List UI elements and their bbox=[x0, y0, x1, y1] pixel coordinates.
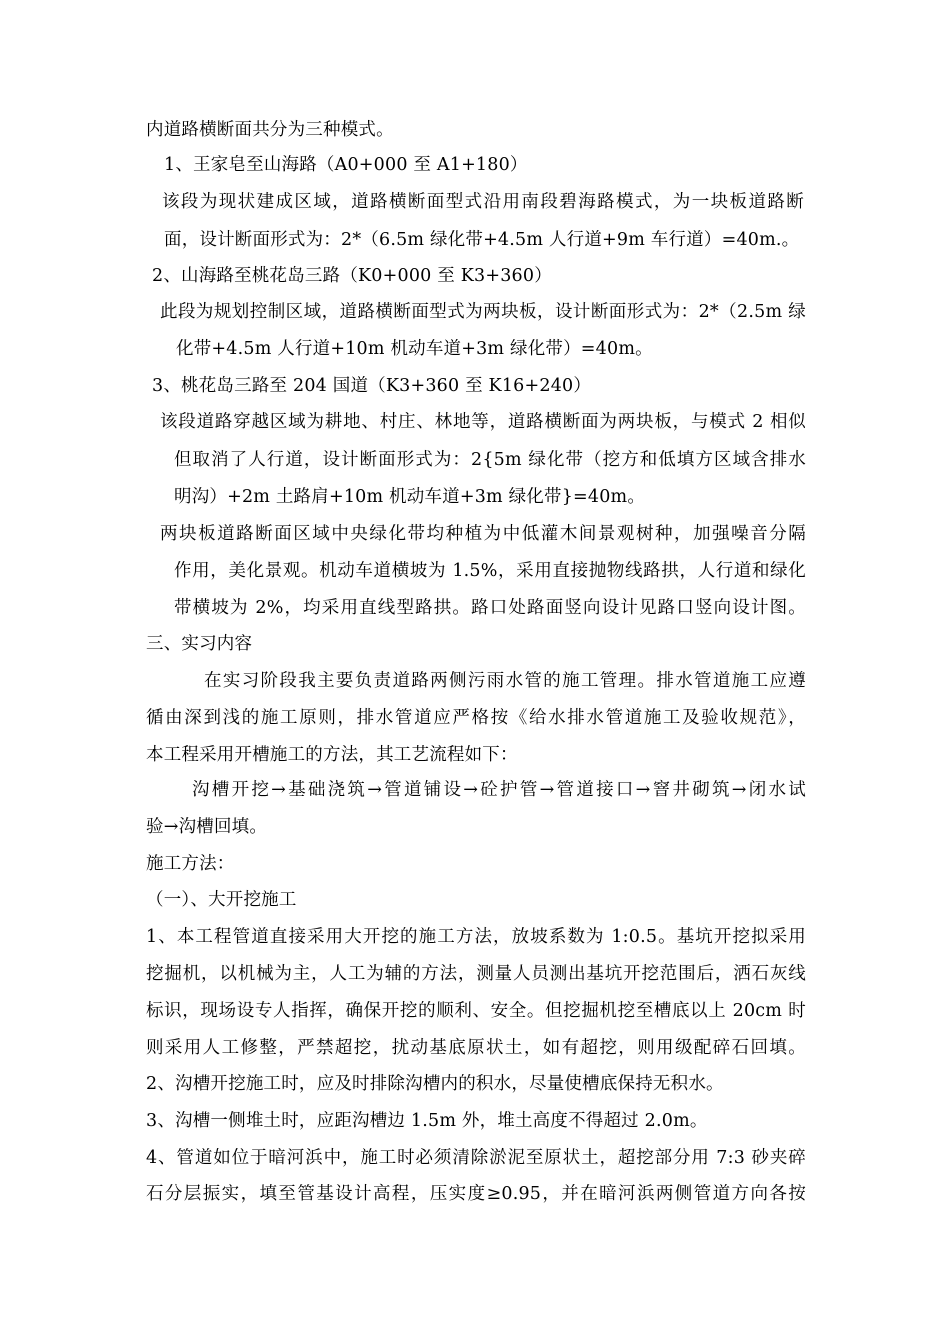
text-line: 内道路横断面共分为三种模式。 bbox=[146, 120, 394, 140]
text-line: 带横坡为 2%，均采用直线型路拱。路口处路面竖向设计见路口竖向设计图。 bbox=[174, 598, 806, 618]
text-line: 1、本工程管道直接采用大开挖的施工方法，放坡系数为 1:0.5。基坑开挖拟采用 bbox=[146, 927, 806, 947]
text-line: 化带+4.5m 人行道+10m 机动车道+3m 绿化带）=40m。 bbox=[176, 339, 653, 359]
text-line: 挖掘机，以机械为主，人工为辅的方法，测量人员测出基坑开挖范围后，洒石灰线 bbox=[146, 964, 806, 984]
section-heading: 3、桃花岛三路至 204 国道（K3+360 至 K16+240） bbox=[152, 376, 592, 396]
text-line: 该段道路穿越区域为耕地、村庄、林地等，道路横断面为两块板，与模式 2 相似 bbox=[160, 412, 806, 432]
text-line: 两块板道路断面区域中央绿化带均种植为中低灌木间景观树种，加强噪音分隔 bbox=[160, 524, 806, 544]
text-line: 石分层振实，填至管基设计高程，压实度≥0.95，并在暗河浜两侧管道方向各按 bbox=[146, 1184, 806, 1204]
process-flow: 沟槽开挖→基础浇筑→管道铺设→砼护管→管道接口→窨井砌筑→闭水试 bbox=[192, 780, 806, 800]
text-line: 循由深到浅的施工原则，排水管道应严格按《给水排水管道施工及验收规范》， bbox=[146, 708, 806, 728]
text-line: 本工程采用开槽施工的方法，其工艺流程如下： bbox=[146, 745, 518, 765]
text-line: 面，设计断面形式为：2*（6.5m 绿化带+4.5m 人行道+9m 车行道）=40m.。 bbox=[164, 230, 800, 250]
section-heading: 2、山海路至桃花岛三路（K0+000 至 K3+360） bbox=[152, 266, 552, 286]
section-heading: 1、王家皂至山海路（A0+000 至 A1+180） bbox=[164, 155, 528, 175]
text-line: 明沟）+2m 土路肩+10m 机动车道+3m 绿化带}=40m。 bbox=[174, 487, 646, 507]
process-flow: 验→沟槽回填。 bbox=[146, 817, 268, 837]
text-line: 作用，美化景观。机动车道横坡为 1.5%，采用直接抛物线路拱，人行道和绿化 bbox=[174, 561, 806, 581]
text-line: 2、沟槽开挖施工时，应及时排除沟槽内的积水，尽量使槽底保持无积水。 bbox=[146, 1074, 724, 1094]
text-line: 4、管道如位于暗河浜中，施工时必须清除淤泥至原状土，超挖部分用 7:3 砂夹碎 bbox=[146, 1148, 806, 1168]
text-line: 标识，现场设专人指挥，确保开挖的顺利、安全。但挖掘机挖至槽底以上 20cm 时 bbox=[146, 1001, 806, 1021]
section-heading: （一）、大开挖施工 bbox=[146, 890, 297, 910]
section-title: 三、实习内容 bbox=[146, 634, 253, 654]
text-line: 在实习阶段我主要负责道路两侧污雨水管的施工管理。排水管道施工应遵 bbox=[204, 671, 806, 691]
text-line: 3、沟槽一侧堆土时，应距沟槽边 1.5m 外，堆土高度不得超过 2.0m。 bbox=[146, 1111, 708, 1131]
text-line: 则采用人工修整，严禁超挖，扰动基底原状土，如有超挖，则用级配碎石回填。 bbox=[146, 1038, 806, 1058]
text-line: 此段为规划控制区域，道路横断面型式为两块板，设计断面形式为：2*（2.5m 绿 bbox=[160, 302, 806, 322]
text-line: 该段为现状建成区域，道路横断面型式沿用南段碧海路模式，为一块板道路断 bbox=[162, 192, 804, 212]
text-line: 施工方法： bbox=[146, 854, 235, 874]
text-line: 但取消了人行道，设计断面形式为：2{5m 绿化带（挖方和低填方区域含排水 bbox=[174, 450, 806, 470]
